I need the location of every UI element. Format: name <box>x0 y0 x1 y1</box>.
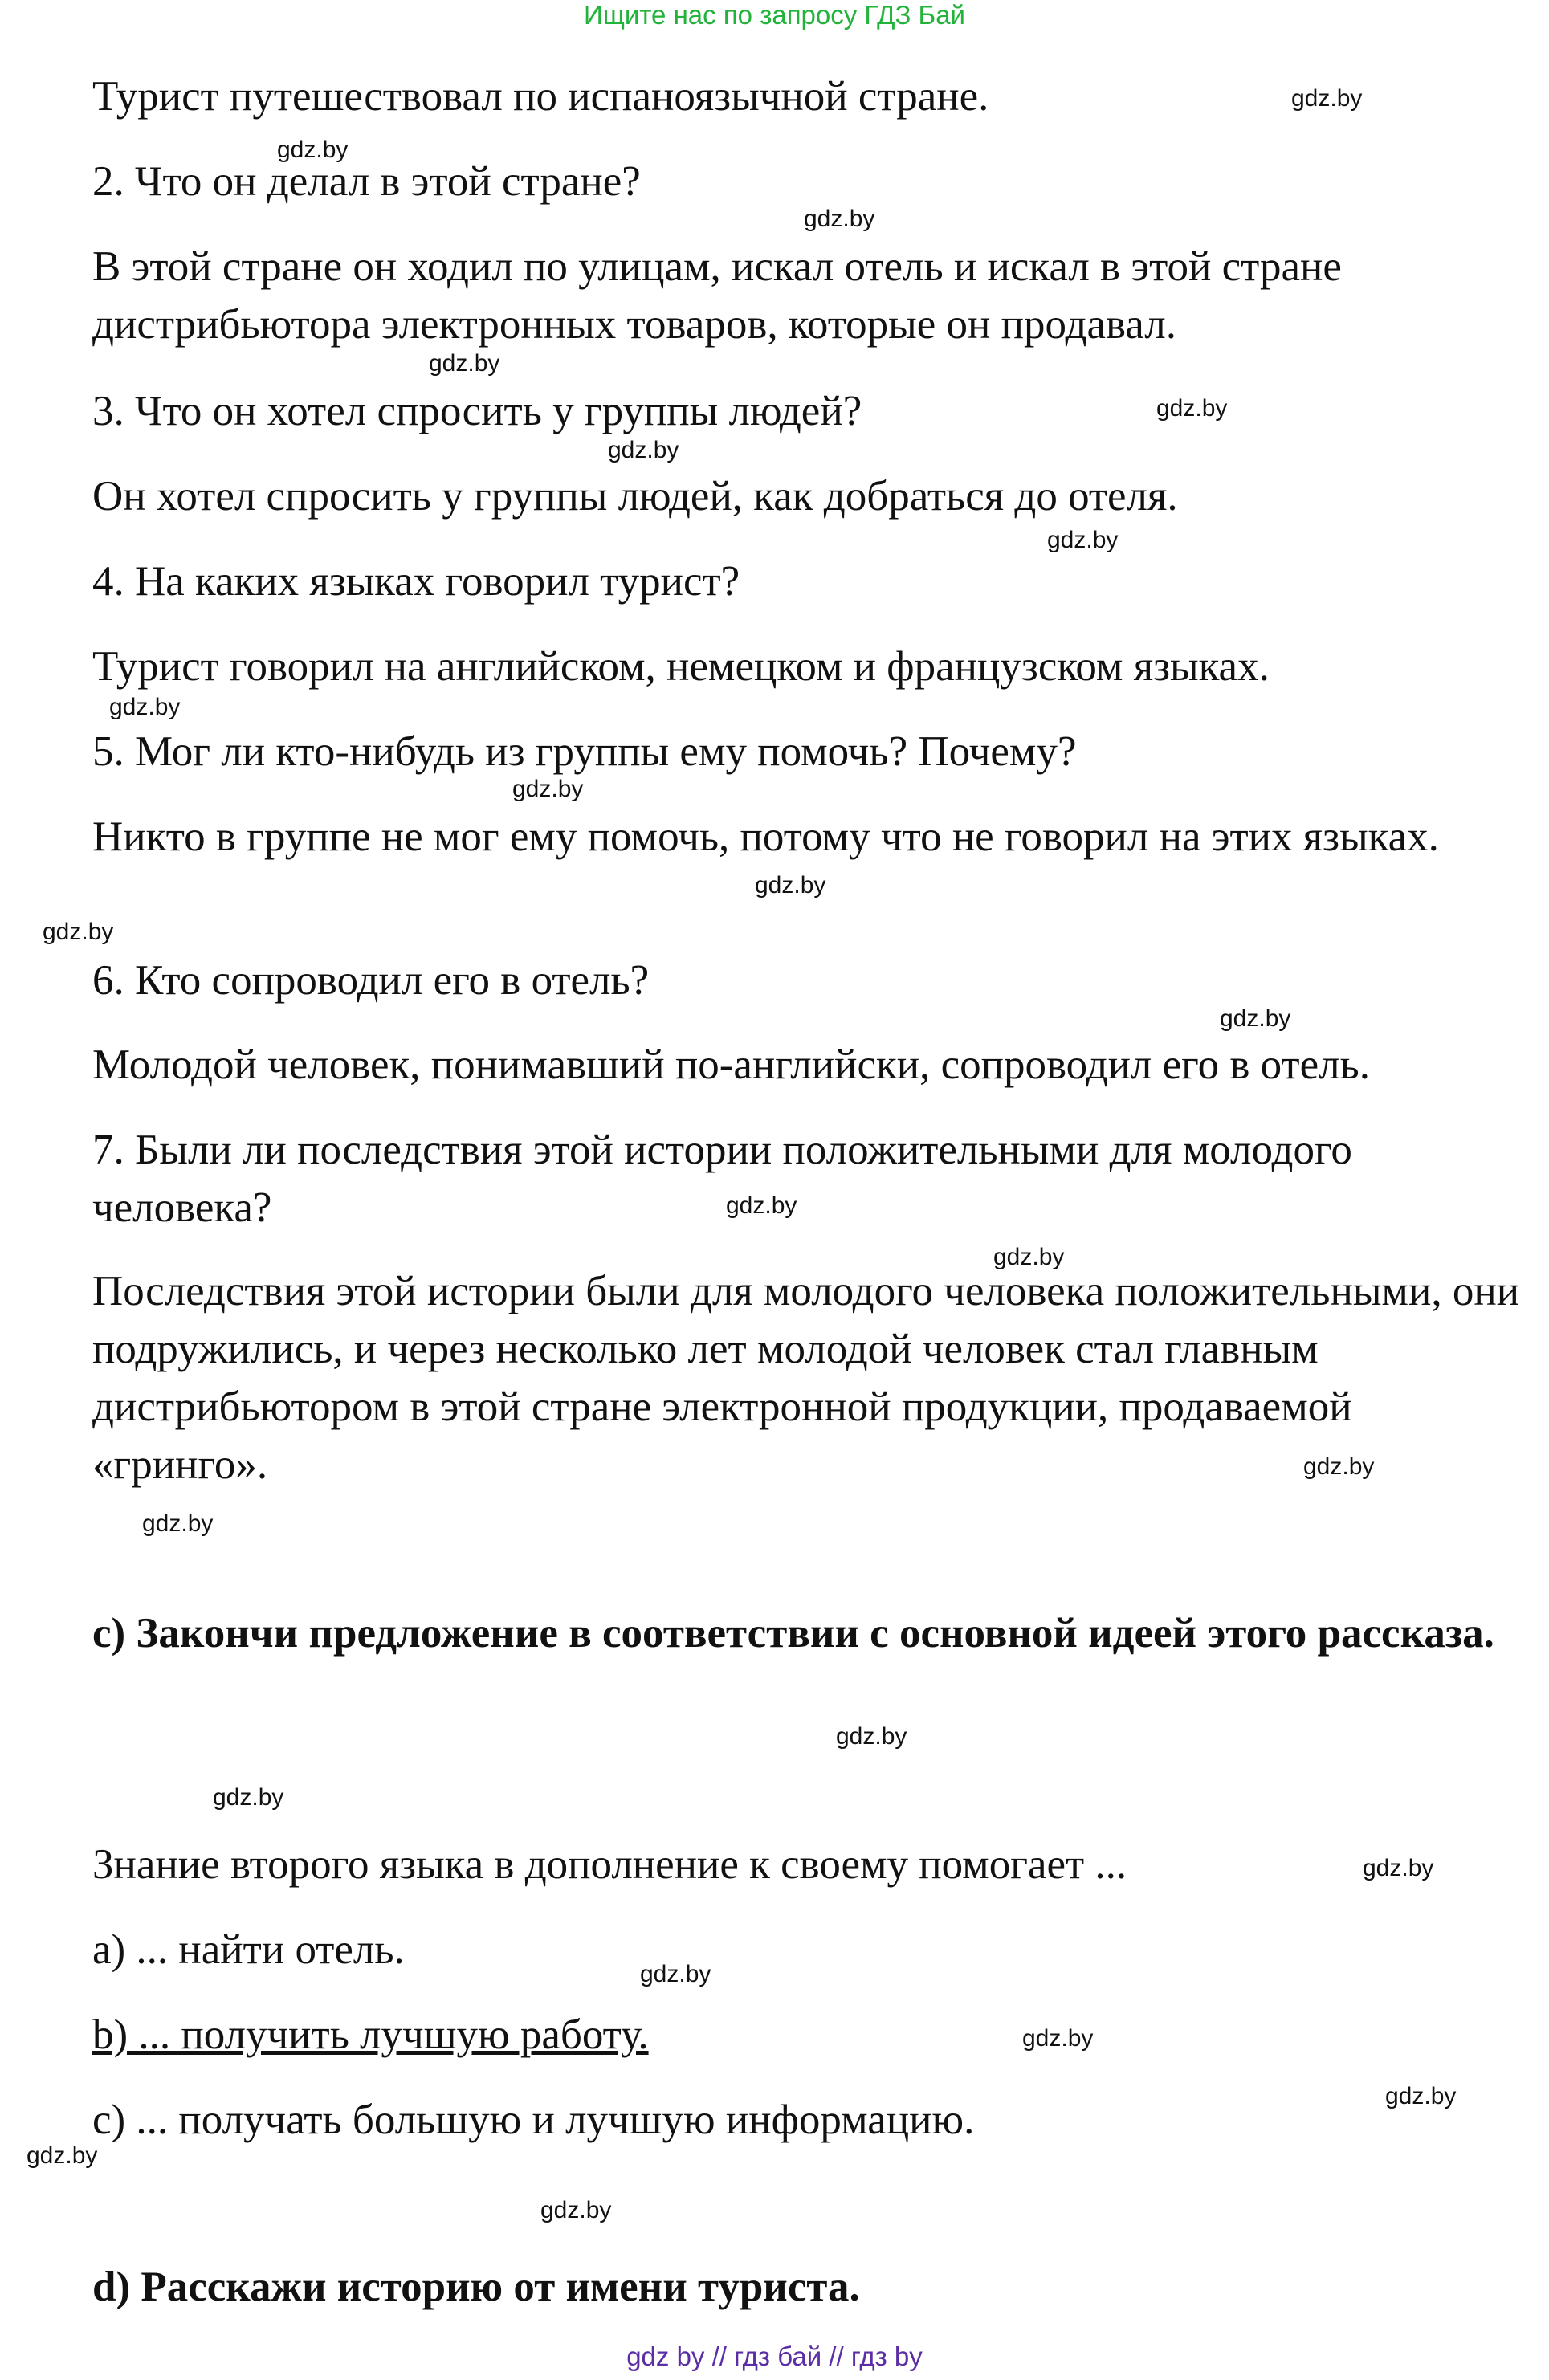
question-4: 4. На каких языках говорил турист? <box>92 558 740 605</box>
section-c-prompt: Знание второго языка в дополнение к своему помогает ... <box>92 1841 1127 1888</box>
watermark: gdz.by <box>540 2197 612 2223</box>
watermark: gdz.by <box>43 919 114 945</box>
watermark: gdz.by <box>804 206 875 232</box>
watermark: gdz.by <box>142 1510 214 1537</box>
watermark: gdz.by <box>512 776 584 802</box>
watermark: gdz.by <box>836 1723 907 1750</box>
question-7: 7. Были ли последствия этой истории положительными для молодого человека? <box>92 1127 1352 1231</box>
question-5: 5. Мог ли кто-нибудь из группы ему помочь? Почему? <box>92 728 1077 775</box>
top-banner: Ищите нас по запросу ГДЗ Бай <box>584 0 965 30</box>
section-c-heading: c) Закончи предложение в соответствии с основной идеей этого рассказа. <box>92 1610 1494 1657</box>
watermark: gdz.by <box>726 1192 797 1219</box>
watermark: gdz.by <box>429 350 500 377</box>
watermark: gdz.by <box>1047 527 1119 553</box>
answer-6: Молодой человек, понимавший по-английски, сопроводил его в отель. <box>92 1041 1370 1088</box>
watermark: gdz.by <box>1363 1855 1434 1881</box>
option-a: a) ... найти отель. <box>92 1926 405 1973</box>
answer-5: Никто в группе не мог ему помочь, потому что не говорил на этих языках. <box>92 813 1439 860</box>
watermark: gdz.by <box>1303 1453 1375 1480</box>
watermark: gdz.by <box>1291 85 1363 112</box>
watermark: gdz.by <box>26 2142 98 2169</box>
answer-2: В этой стране он ходил по улицам, искал отель и искал в этой стране дистрибьютора электронных товаров, которые он продавал. <box>92 243 1342 348</box>
option-b-selected: b) ... получить лучшую работу. <box>92 2011 649 2058</box>
watermark: gdz.by <box>1385 2083 1457 2109</box>
answer-4: Турист говорил на английском, немецком и французском языках. <box>92 643 1270 690</box>
answer-7: Последствия этой истории были для молодого человека положительными, они подружились, и через несколько лет молодой человек стал главным дистрибьютором в этой стране электронной продукции, продаваемой «гринго». <box>92 1268 1520 1488</box>
watermark: gdz.by <box>109 694 181 720</box>
question-2: 2. Что он делал в этой стране? <box>92 158 641 205</box>
watermark: gdz.by <box>277 137 349 163</box>
question-3: 3. Что он хотел спросить у группы людей? <box>92 388 862 434</box>
footer-links: gdz by // гдз бай // гдз by <box>626 2341 923 2371</box>
watermark: gdz.by <box>1156 395 1228 422</box>
watermark: gdz.by <box>993 1244 1065 1270</box>
watermark: gdz.by <box>213 1784 284 1811</box>
section-d-heading: d) Расскажи историю от имени туриста. <box>92 2264 860 2310</box>
watermark: gdz.by <box>755 872 826 899</box>
watermark: gdz.by <box>640 1961 711 1987</box>
watermark: gdz.by <box>1220 1005 1291 1032</box>
option-c: c) ... получать большую и лучшую информацию. <box>92 2097 975 2143</box>
watermark: gdz.by <box>1022 2025 1094 2052</box>
watermark: gdz.by <box>608 437 679 463</box>
question-6: 6. Кто сопроводил его в отель? <box>92 957 650 1004</box>
answer-3: Он хотел спросить у группы людей, как добраться до отеля. <box>92 473 1178 520</box>
answer-1: Турист путешествовал по испаноязычной стране. <box>92 73 989 120</box>
